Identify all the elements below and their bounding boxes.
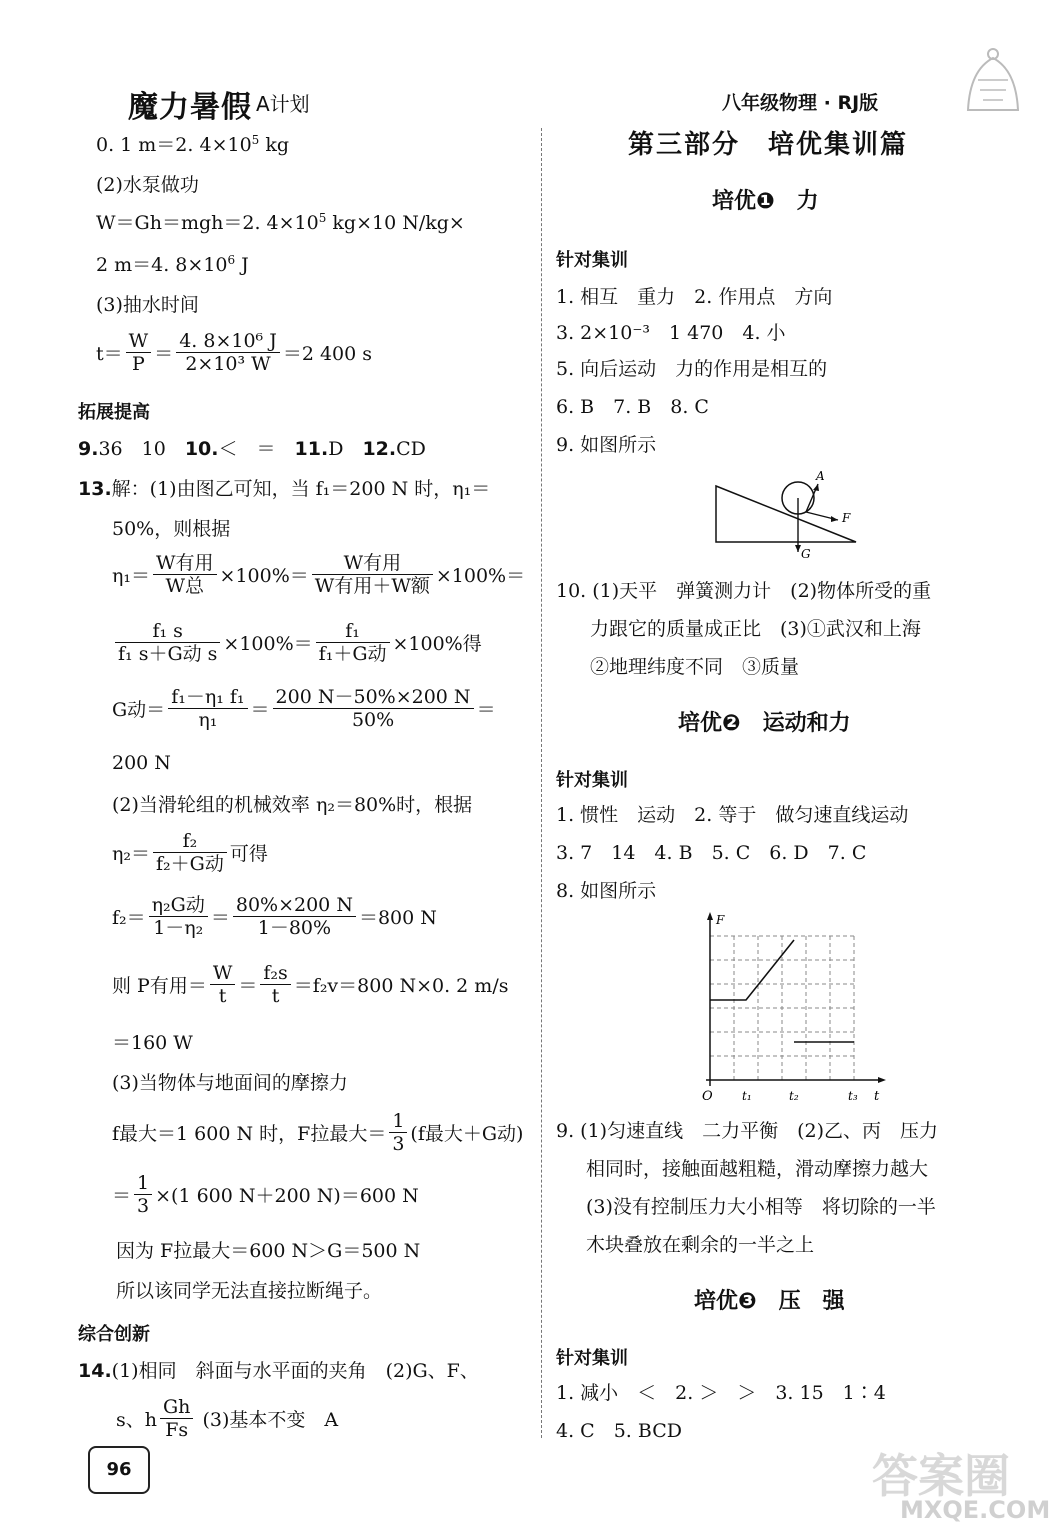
unit-title: 培优❶ 力 — [712, 189, 819, 214]
answer-line: 相同时，接触面越粗糙，滑动摩擦力越大 — [586, 1158, 929, 1180]
answer-line: 9. (1)匀速直线 二力平衡 (2)乙、丙 压力 — [556, 1120, 938, 1142]
brand-title: 魔力暑假 — [128, 90, 252, 125]
answer-line: 2 m＝4. $8\times 10^6$ J — [96, 253, 249, 276]
answer-line: 1. 减小 ＜ 2. ＞ ＞ 3. 15 1∶4 — [556, 1382, 886, 1404]
answer-line: 3. 2×10⁻³ 1 470 4. 小 — [556, 322, 786, 344]
formula-line: η₁＝ $\frac{\text{W有用}}{\text{W总}}$ ×100%＝ $\frac{\text{W有用}}{\text{W有用＋W额}}$ ×100%＝ — [112, 552, 526, 597]
section-heading: 针对集训 — [556, 1348, 628, 1369]
answer-line: (3)没有控制压力大小相等 将切除的一半 — [586, 1196, 936, 1218]
corner-decoration-icon — [958, 40, 1028, 118]
answer-line: 4. C 5. BCD — [556, 1420, 682, 1442]
answer-line: 8. 如图所示 — [556, 880, 657, 902]
page-number: 96 — [88, 1446, 150, 1494]
part-title: 第三部分 培优集训篇 — [628, 130, 909, 160]
force-f-arrowhead — [831, 516, 838, 522]
axis-label-F: F — [716, 913, 725, 927]
formula-line: s、h $\frac{Gh}{Fs}$ (3)基本不变 A — [116, 1396, 339, 1441]
answer-line: 所以该同学无法直接拉断绳子。 — [116, 1280, 383, 1302]
watermark-logo: 答案圈 — [872, 1449, 1010, 1503]
formula-line: G动＝ $\frac{\text{f₁－η₁ f₁}}{\text{η₁}}$ ＝ $\frac{200 N-50\%\times 200 N}{50\%}$ ＝ — [112, 686, 496, 731]
unit-title: 培优❸ 压 强 — [694, 1289, 845, 1314]
tick-label-t2: t₂ — [789, 1089, 799, 1103]
grade-label: 八年级物理 · RJ版 — [722, 92, 879, 114]
answer-line: 200 N — [112, 752, 171, 774]
section-heading: 针对集训 — [556, 770, 628, 791]
section-heading: 拓展提高 — [78, 402, 150, 423]
unit-title: 培优❷ 运动和力 — [678, 711, 851, 736]
section-heading: 综合创新 — [78, 1324, 150, 1345]
answer-line: ＝160 W — [112, 1032, 193, 1054]
answer-line: 9. 如图所示 — [556, 434, 657, 456]
answer-line: 1. 惯性 运动 2. 等于 做匀速直线运动 — [556, 804, 909, 826]
answer-line: 3. 7 14 4. B 5. C 6. D 7. C — [556, 842, 867, 864]
answer-line: 13.解：(1)由图乙可知，当 f₁＝200 N 时，η₁＝ — [78, 478, 491, 500]
f-axis-arrow — [707, 912, 713, 920]
answer-line: (3)抽水时间 — [96, 294, 199, 316]
formula-line: f最大＝1 600 N 时，F拉最大＝ $\frac{1}{3}$ (f最大＋G动) — [112, 1110, 524, 1155]
tick-label-t3: t₃ — [848, 1089, 858, 1103]
watermark-url: MXQE.COM — [900, 1496, 1051, 1524]
answer-line: (3)当物体与地面间的摩擦力 — [112, 1072, 348, 1094]
force-a-arrowhead — [813, 484, 819, 491]
label-A: A — [816, 469, 825, 483]
answer-line: 50%，则根据 — [112, 518, 231, 540]
label-F: F — [842, 511, 851, 525]
formula-line: t＝ $\frac{W}{P}$ ＝ $\frac{\text{4. 8×10⁶ J}}{\text{2×10³ W}}$ ＝2 400 s — [96, 330, 373, 375]
section-heading: 针对集训 — [556, 250, 628, 271]
force-time-graph — [696, 906, 896, 1106]
formula-line: 则 P有用＝ $\frac{W}{t}$ ＝ $\frac{\text{f₂s}}{t}$ ＝f₂v＝800 N×0. 2 m/s — [112, 962, 509, 1007]
answer-line: 9.36 10 10.＜ ＝ 11.D 12.CD — [78, 438, 426, 460]
answer-line: (2)水泵做功 — [96, 174, 199, 196]
incline-force-diagram — [710, 464, 870, 564]
answer-line: 1. 相互 重力 2. 作用点 方向 — [556, 286, 833, 308]
t-axis-arrow — [878, 1077, 886, 1083]
answer-line: ②地理纬度不同 ③质量 — [590, 656, 800, 678]
answer-line: 6. B 7. B 8. C — [556, 396, 709, 418]
tick-label-t1: t₁ — [742, 1089, 752, 1103]
answer-line: 5. 向后运动 力的作用是相互的 — [556, 358, 828, 380]
answer-line: 因为 F拉最大＝600 N＞G＝500 N — [116, 1240, 421, 1262]
formula-line: η₂＝ $\frac{\text{f₂}}{\text{f₂＋G动}}$ 可得 — [112, 830, 268, 875]
axis-label-t: t — [874, 1089, 880, 1104]
formula-line: $\frac{\text{f₁ s}}{\text{f₁ s＋G动 s}}$ ×100%＝ $\frac{\text{f₁}}{\text{f₁＋G动}}$ ×100%得 — [112, 620, 482, 665]
formula-line: f₂＝ $\frac{\text{η₂G动}}{\text{1－η₂}}$ ＝ $\frac{80\%\times 200 N}{1-80\%}$ ＝800 N — [112, 894, 437, 939]
answer-line: 木块叠放在剩余的一半之上 — [586, 1234, 815, 1256]
axis-label-O: O — [702, 1089, 713, 1104]
formula-line: ＝ $\frac{1}{3}$ ×(1 600 N＋200 N)＝600 N — [112, 1172, 419, 1217]
answer-line: 14.(1)相同 斜面与水平面的夹角 (2)G、F、 — [78, 1360, 479, 1382]
brand-subtitle: A计划 — [256, 92, 310, 116]
answer-line: 力跟它的质量成正比 (3)①武汉和上海 — [590, 618, 921, 640]
label-G: G — [801, 547, 811, 561]
column-divider — [541, 128, 542, 1438]
incline-ramp — [716, 486, 856, 542]
answer-line: 10. (1)天平 弹簧测力计 (2)物体所受的重 — [556, 580, 932, 602]
answer-line: (2)当滑轮组的机械效率 η₂＝80%时，根据 — [112, 794, 473, 816]
graph-grid — [710, 936, 854, 1080]
force-curve-1 — [710, 940, 794, 1000]
answer-line: W＝Gh＝mgh＝2. $4\times 10^5$ kg×10 N/kg× — [96, 211, 465, 234]
answer-line: 0. 1 m＝2. $4\times 10^5$ kg — [96, 133, 290, 156]
